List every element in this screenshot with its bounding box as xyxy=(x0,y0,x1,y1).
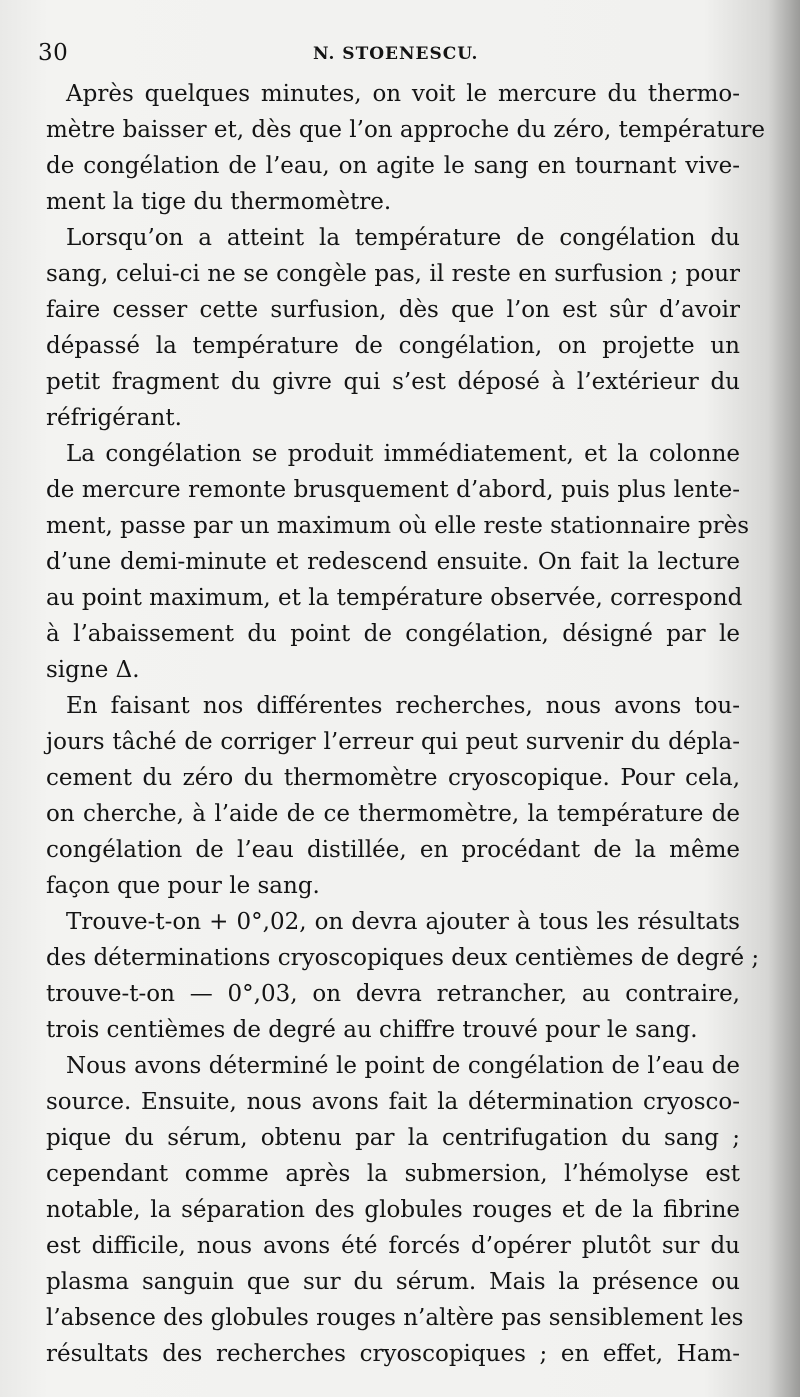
text-line: au point maximum, et la température observée, correspond xyxy=(46,585,743,611)
text-line: faire cesser cette surfusion, dès que l’on est sûr d’avoir xyxy=(46,297,740,323)
text-line: est difficile, nous avons été forcés d’opérer plutôt sur du xyxy=(46,1233,740,1259)
text-line: d’une demi-minute et redescend ensuite. On fait la lecture xyxy=(46,549,740,575)
text-line: réfrigérant. xyxy=(46,405,182,431)
text-line: de congélation de l’eau, on agite le sang en tournant vive- xyxy=(46,153,740,179)
text-line: signe Δ. xyxy=(46,657,140,683)
text-line: à l’abaissement du point de congélation, désigné par le xyxy=(46,621,740,647)
text-line: façon que pour le sang. xyxy=(46,873,320,899)
text-line: jours tâché de corriger l’erreur qui peut survenir du dépla- xyxy=(46,729,740,755)
text-line: résultats des recherches cryoscopiques ; en effet, Ham- xyxy=(46,1341,740,1367)
page-number: 30 xyxy=(38,40,69,66)
page-header xyxy=(38,40,758,74)
text-line: Après quelques minutes, on voit le mercure du thermo- xyxy=(66,81,740,107)
text-line: Trouve-t-on + 0°,02, on devra ajouter à tous les résultats xyxy=(66,909,740,935)
running-head: N. STOENESCU. xyxy=(313,44,479,64)
text-line: dépassé la température de congélation, on projette un xyxy=(46,333,740,359)
text-line: En faisant nos différentes recherches, nous avons tou- xyxy=(66,693,740,719)
text-line: l’absence des globules rouges n’altère pas sensiblement les xyxy=(46,1305,744,1331)
text-line: ment la tige du thermomètre. xyxy=(46,189,392,215)
text-line: sang, celui-ci ne se congèle pas, il reste en surfusion ; pour xyxy=(46,261,740,287)
text-line: ment, passe par un maximum où elle reste stationnaire près xyxy=(46,513,750,539)
text-line: plasma sanguin que sur du sérum. Mais la présence ou xyxy=(46,1269,740,1295)
text-line: source. Ensuite, nous avons fait la détermination cryosco- xyxy=(46,1089,740,1115)
text-line: trois centièmes de degré au chiffre trouvé pour le sang. xyxy=(46,1017,698,1043)
body-text xyxy=(46,76,765,1372)
text-line: cependant comme après la submersion, l’hémolyse est xyxy=(46,1161,740,1187)
text-line: pique du sérum, obtenu par la centrifugation du sang ; xyxy=(46,1125,740,1151)
text-line: Nous avons déterminé le point de congélation de l’eau de xyxy=(66,1053,740,1079)
text-line: petit fragment du givre qui s’est déposé à l’extérieur du xyxy=(46,369,740,395)
text-line: de mercure remonte brusquement d’abord, puis plus lente- xyxy=(46,477,740,503)
text-line: congélation de l’eau distillée, en procédant de la même xyxy=(46,837,740,863)
text-line: on cherche, à l’aide de ce thermomètre, la température de xyxy=(46,801,740,827)
text-line: des déterminations cryoscopiques deux centièmes de degré ; xyxy=(46,945,760,971)
text-line: trouve-t-on — 0°,03, on devra retrancher, au contraire, xyxy=(46,981,740,1007)
text-line: La congélation se produit immédiatement, et la colonne xyxy=(66,441,740,467)
text-line: cement du zéro du thermomètre cryoscopique. Pour cela, xyxy=(46,765,740,791)
text-line: notable, la séparation des globules rouges et de la fibrine xyxy=(46,1197,740,1223)
text-line: mètre baisser et, dès que l’on approche du zéro, température xyxy=(46,117,765,143)
text-line: Lorsqu’on a atteint la température de congélation du xyxy=(66,225,740,251)
